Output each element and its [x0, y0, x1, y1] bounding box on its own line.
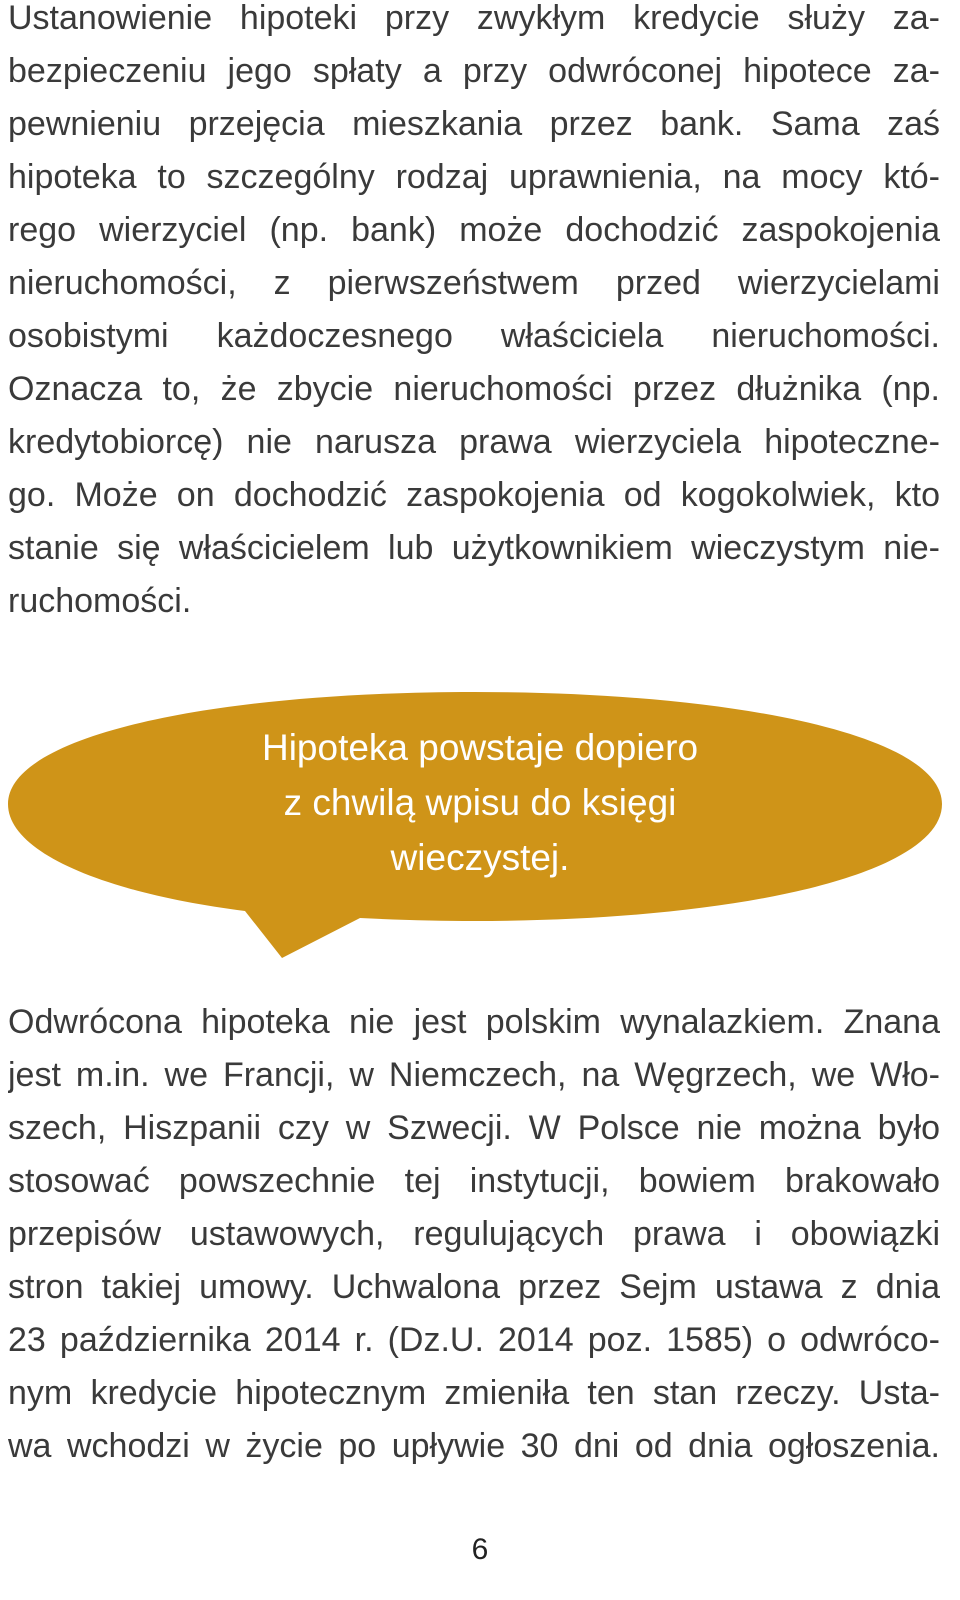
text-line: hipoteka to szczególny rodzaj uprawnienia, na mocy któ- — [8, 158, 940, 196]
text-line: osobistymi każdoczesnego właściciela nieruchomości. — [8, 317, 940, 355]
text-line: przepisów ustawowych, regulujących prawa i obowiązki — [8, 1215, 940, 1253]
text-line: wa wchodzi w życie po upływie 30 dni od dnia ogłoszenia. — [8, 1427, 940, 1465]
text-line: ruchomości. — [8, 582, 192, 620]
paragraph-hipoteka-definition — [8, 0, 940, 628]
speech-bubble-callout — [0, 676, 960, 976]
text-line: go. Może on dochodzić zaspokojenia od kogokolwiek, kto — [8, 476, 940, 514]
text-line: Odwrócona hipoteka nie jest polskim wynalazkiem. Znana — [8, 1003, 940, 1041]
text-line: nym kredycie hipotecznym zmieniła ten stan rzeczy. Usta- — [8, 1374, 940, 1412]
callout-line: Hipoteka powstaje dopiero — [261, 727, 699, 768]
text-line: kredytobiorcę) nie narusza prawa wierzyciela hipoteczne- — [8, 423, 940, 461]
text-line: Ustanowienie hipoteki przy zwykłym kredycie służy za- — [8, 0, 940, 37]
text-line: stron takiej umowy. Uchwalona przez Sejm ustawa z dnia — [8, 1268, 940, 1306]
text-line: pewnieniu przejęcia mieszkania przez bank. Sama zaś — [8, 105, 940, 143]
text-line: jest m.in. we Francji, w Niemczech, na Węgrzech, we Wło- — [8, 1056, 940, 1094]
page-number: 6 — [471, 1533, 489, 1566]
text-line: nieruchomości, z pierwszeństwem przed wierzycielami — [8, 264, 940, 302]
callout-line: wieczystej. — [390, 837, 570, 878]
paragraph-reverse-mortgage-history — [8, 996, 940, 1473]
text-line: bezpieczeniu jego spłaty a przy odwróconej hipotece za- — [8, 52, 940, 90]
text-line: stanie się właścicielem lub użytkownikiem wieczystym nie- — [8, 529, 940, 567]
text-line: szech, Hiszpanii czy w Szwecji. W Polsce nie można było — [8, 1109, 940, 1147]
text-line: 23 października 2014 r. (Dz.U. 2014 poz. 1585) o odwróco- — [8, 1321, 940, 1359]
callout-line: z chwilą wpisu do księgi — [283, 782, 677, 823]
text-line: Oznacza to, że zbycie nieruchomości przez dłużnika (np. — [8, 370, 940, 408]
callout-text — [120, 720, 840, 885]
text-line: rego wierzyciel (np. bank) może dochodzić zaspokojenia — [8, 211, 940, 249]
text-line: stosować powszechnie tej instytucji, bowiem brakowało — [8, 1162, 940, 1200]
